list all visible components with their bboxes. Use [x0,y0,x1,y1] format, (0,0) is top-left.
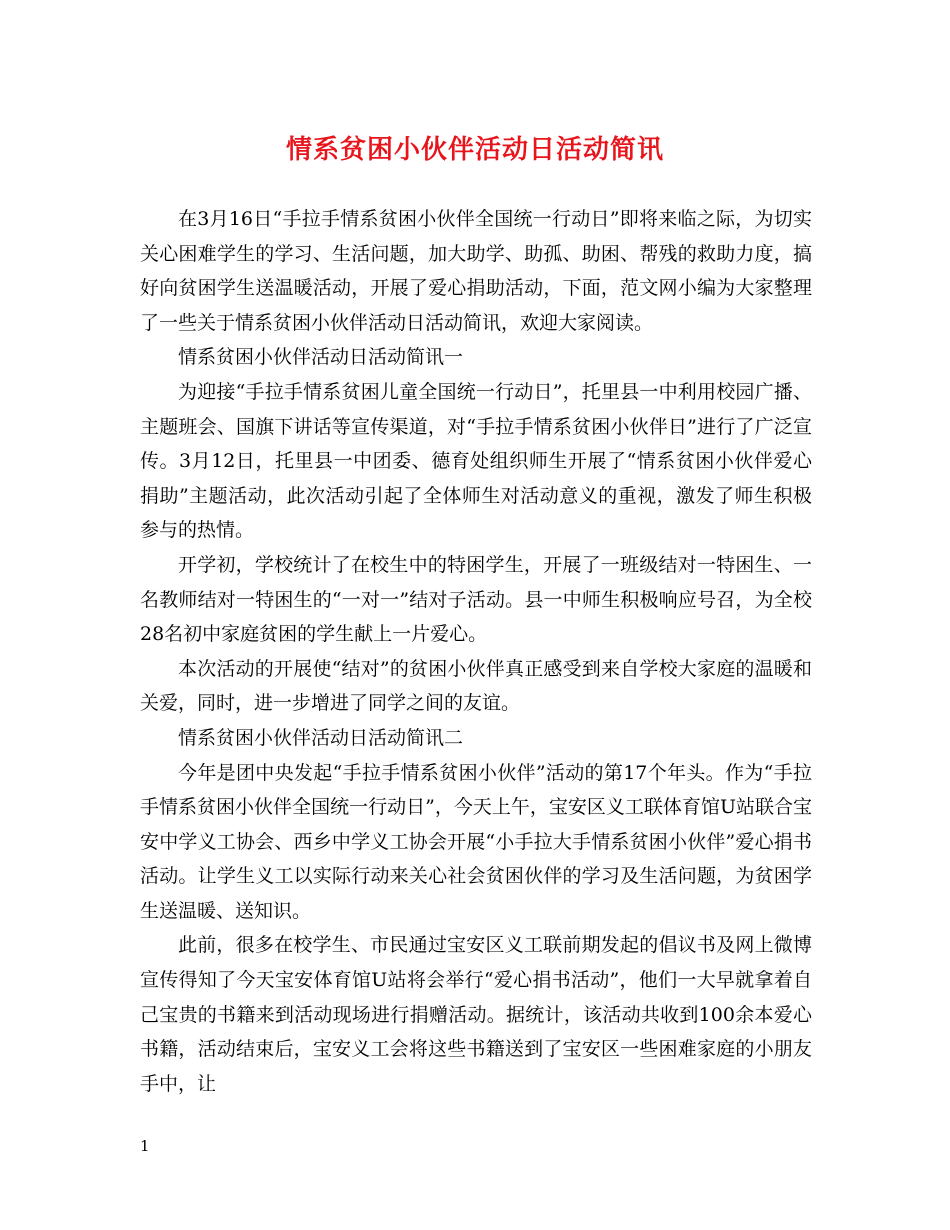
paragraph: 为迎接“手拉手情系贫困儿童全国统一行动日”，托里县一中利用校园广播、主题班会、国旗下讲话等宣传渠道，对“手拉手情系贫困小伙伴日”进行了广泛宣传。3月12日，托里县一中团委、德育处组织师生开展了“情系贫困小伙伴爱心捐助”主题活动，此次活动引起了全体师生对活动意义的重视，激发了师生积极参与的热情。 [140,380,812,542]
paragraph: 此前，很多在校学生、市民通过宝安区义工联前期发起的倡议书及网上微博宣传得知了今天宝安体育馆U站将会举行“爱心捐书活动”，他们一大早就拿着自己宝贵的书籍来到活动现场进行捐赠活动。据统计，该活动共收到100余本爱心书籍，活动结束后，宝安义工会将这些书籍送到了宝安区一些困难家庭的小朋友手中，让 [140,934,812,1095]
page-number: 1 [140,1137,150,1155]
section-heading-1: 情系贫困小伙伴活动日活动简讯一 [178,346,464,369]
paragraph: 开学初，学校统计了在校生中的特困学生，开展了一班级结对一特困生、一名教师结对一特困生的“一对一”结对子活动。县一中师生积极响应号召，为全校28名初中家庭贫困的学生献上一片爱心。 [140,553,812,646]
paragraph: 今年是团中央发起“手拉手情系贫困小伙伴”活动的第17个年头。作为“手拉手情系贫困小伙伴全国统一行动日”，今天上午，宝安区义工联体育馆U站联合宝安中学义工协会、西乡中学义工协会开展“小手拉大手情系贫困小伙伴”爱心捐书活动。让学生义工以实际行动来关心社会贫困伙伴的学习及生活问题，为贫困学生送温暖、送知识。 [140,761,812,922]
document-body [140,202,812,1101]
document-title: 情系贫困小伙伴活动日活动简讯 [285,135,664,165]
paragraph: 本次活动的开展使“结对”的贫困小伙伴真正感受到来自学校大家庭的温暖和关爱，同时，进一步增进了同学之间的友谊。 [140,657,812,715]
section-heading-2: 情系贫困小伙伴活动日活动简讯二 [178,726,464,749]
paragraph-intro: 在3月16日“手拉手情系贫困小伙伴全国统一行动日”即将来临之际，为切实关心困难学生的学习、生活问题，加大助学、助孤、助困、帮残的救助力度，搞好向贫困学生送温暖活动，开展了爱心捐助活动，下面，范文网小编为大家整理了一些关于情系贫困小伙伴活动日活动简讯，欢迎大家阅读。 [140,208,812,334]
